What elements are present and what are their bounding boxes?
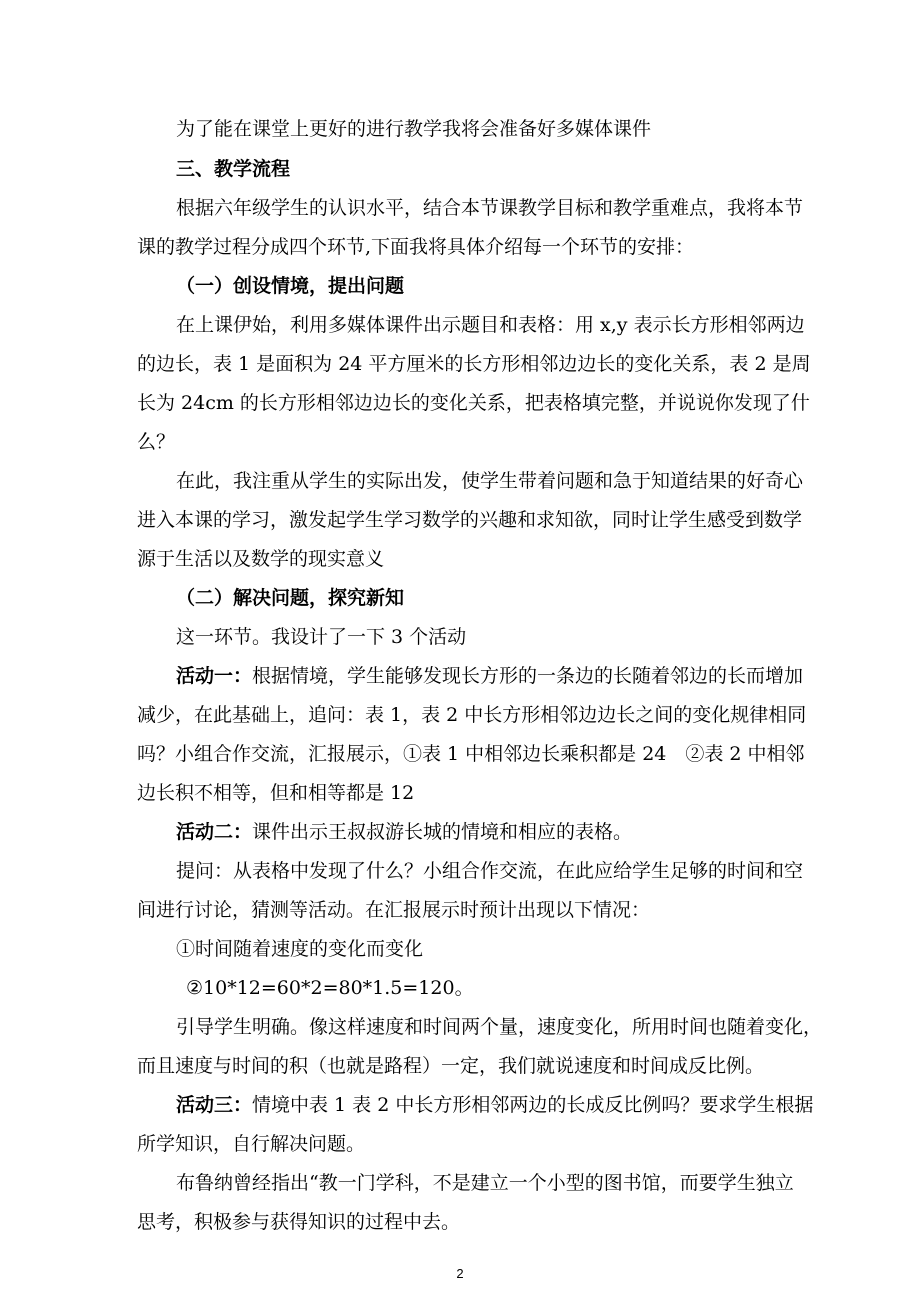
activity-line bbox=[176, 820, 632, 844]
paragraph-line: 在此，我注重从学生的实际出发，使学生带着问题和急于知道结果的好奇心 bbox=[176, 470, 804, 492]
paragraph-line: 减少，在此基础上，追问：表 1，表 2 中长方形相邻边边长之间的变化规律相同 bbox=[137, 704, 807, 726]
page-number: 2 bbox=[456, 1266, 464, 1281]
subsection-heading: （二）解决问题，探究新知 bbox=[176, 587, 405, 609]
paragraph-line: 课的教学过程分成四个环节,下面我将具体介绍每一个环节的安排： bbox=[137, 236, 695, 258]
paragraph-line: 源于生活以及数学的现实意义 bbox=[137, 548, 385, 570]
paragraph-line: 的边长，表 1 是面积为 24 平方厘米的长方形相邻边边长的变化关系，表 2 是周 bbox=[137, 353, 811, 375]
paragraph-line: 所学知识，自行解决问题。 bbox=[137, 1133, 366, 1155]
paragraph-line: 布鲁纳曾经指出“教一门学科，不是建立一个小型的图书馆，而要学生独立 bbox=[176, 1172, 794, 1194]
paragraph-line: 提问：从表格中发现了什么？小组合作交流，在此应给学生足够的时间和空 bbox=[176, 860, 804, 882]
list-item: ①时间随着速度的变化而变化 bbox=[176, 938, 424, 960]
paragraph-line: 这一环节。我设计了一下 3 个活动 bbox=[176, 626, 467, 648]
activity-text: 情境中表 1 表 2 中长方形相邻两边的长成反比例吗？要求学生根据 bbox=[252, 1094, 814, 1116]
paragraph-line: 边长积不相等，但和相等都是 12 bbox=[137, 782, 415, 804]
paragraph-line: 进入本课的学习，激发起学生学习数学的兴趣和求知欲，同时让学生感受到数学 bbox=[137, 509, 803, 531]
paragraph-line: 引导学生明确。像这样速度和时间两个量，速度变化，所用时间也随着变化， bbox=[176, 1016, 823, 1038]
activity-text: 根据情境，学生能够发现长方形的一条边的长随着邻边的长而增加 bbox=[252, 665, 804, 687]
text-line: 为了能在课堂上更好的进行教学我将会准备好多媒体课件 bbox=[176, 118, 652, 140]
paragraph-line: 而且速度与时间的积（也就是路程）一定，我们就说速度和时间成反比例。 bbox=[137, 1055, 765, 1077]
activity-line bbox=[176, 1093, 814, 1117]
paragraph-line: 思考，积极参与获得知识的过程中去。 bbox=[137, 1211, 461, 1233]
activity-label: 活动二： bbox=[176, 821, 253, 843]
subsection-heading: （一）创设情境，提出问题 bbox=[176, 275, 405, 297]
activity-line bbox=[176, 664, 804, 688]
activity-text: 课件出示王叔叔游长城的情境和相应的表格。 bbox=[252, 821, 633, 843]
paragraph-line: 间进行讨论，猜测等活动。在汇报展示时预计出现以下情况： bbox=[137, 899, 651, 921]
list-item: ②10*12=60*2=80*1.5=120。 bbox=[186, 977, 474, 999]
section-heading: 三、教学流程 bbox=[176, 158, 291, 180]
paragraph-line: 么？ bbox=[137, 431, 176, 453]
paragraph-line: 长为 24cm 的长方形相邻边边长的变化关系，把表格填完整，并说说你发现了什 bbox=[137, 392, 810, 414]
paragraph-line: 根据六年级学生的认识水平，结合本节课教学目标和教学重难点，我将本节 bbox=[176, 197, 804, 219]
activity-label: 活动一： bbox=[176, 665, 253, 687]
paragraph-line: 吗？小组合作交流，汇报展示，①表 1 中相邻边长乘积都是 24 ②表 2 中相邻 bbox=[137, 743, 805, 765]
activity-label: 活动三： bbox=[176, 1094, 253, 1116]
paragraph-line: 在上课伊始，利用多媒体课件出示题目和表格：用 x,y 表示长方形相邻两边 bbox=[176, 314, 805, 336]
